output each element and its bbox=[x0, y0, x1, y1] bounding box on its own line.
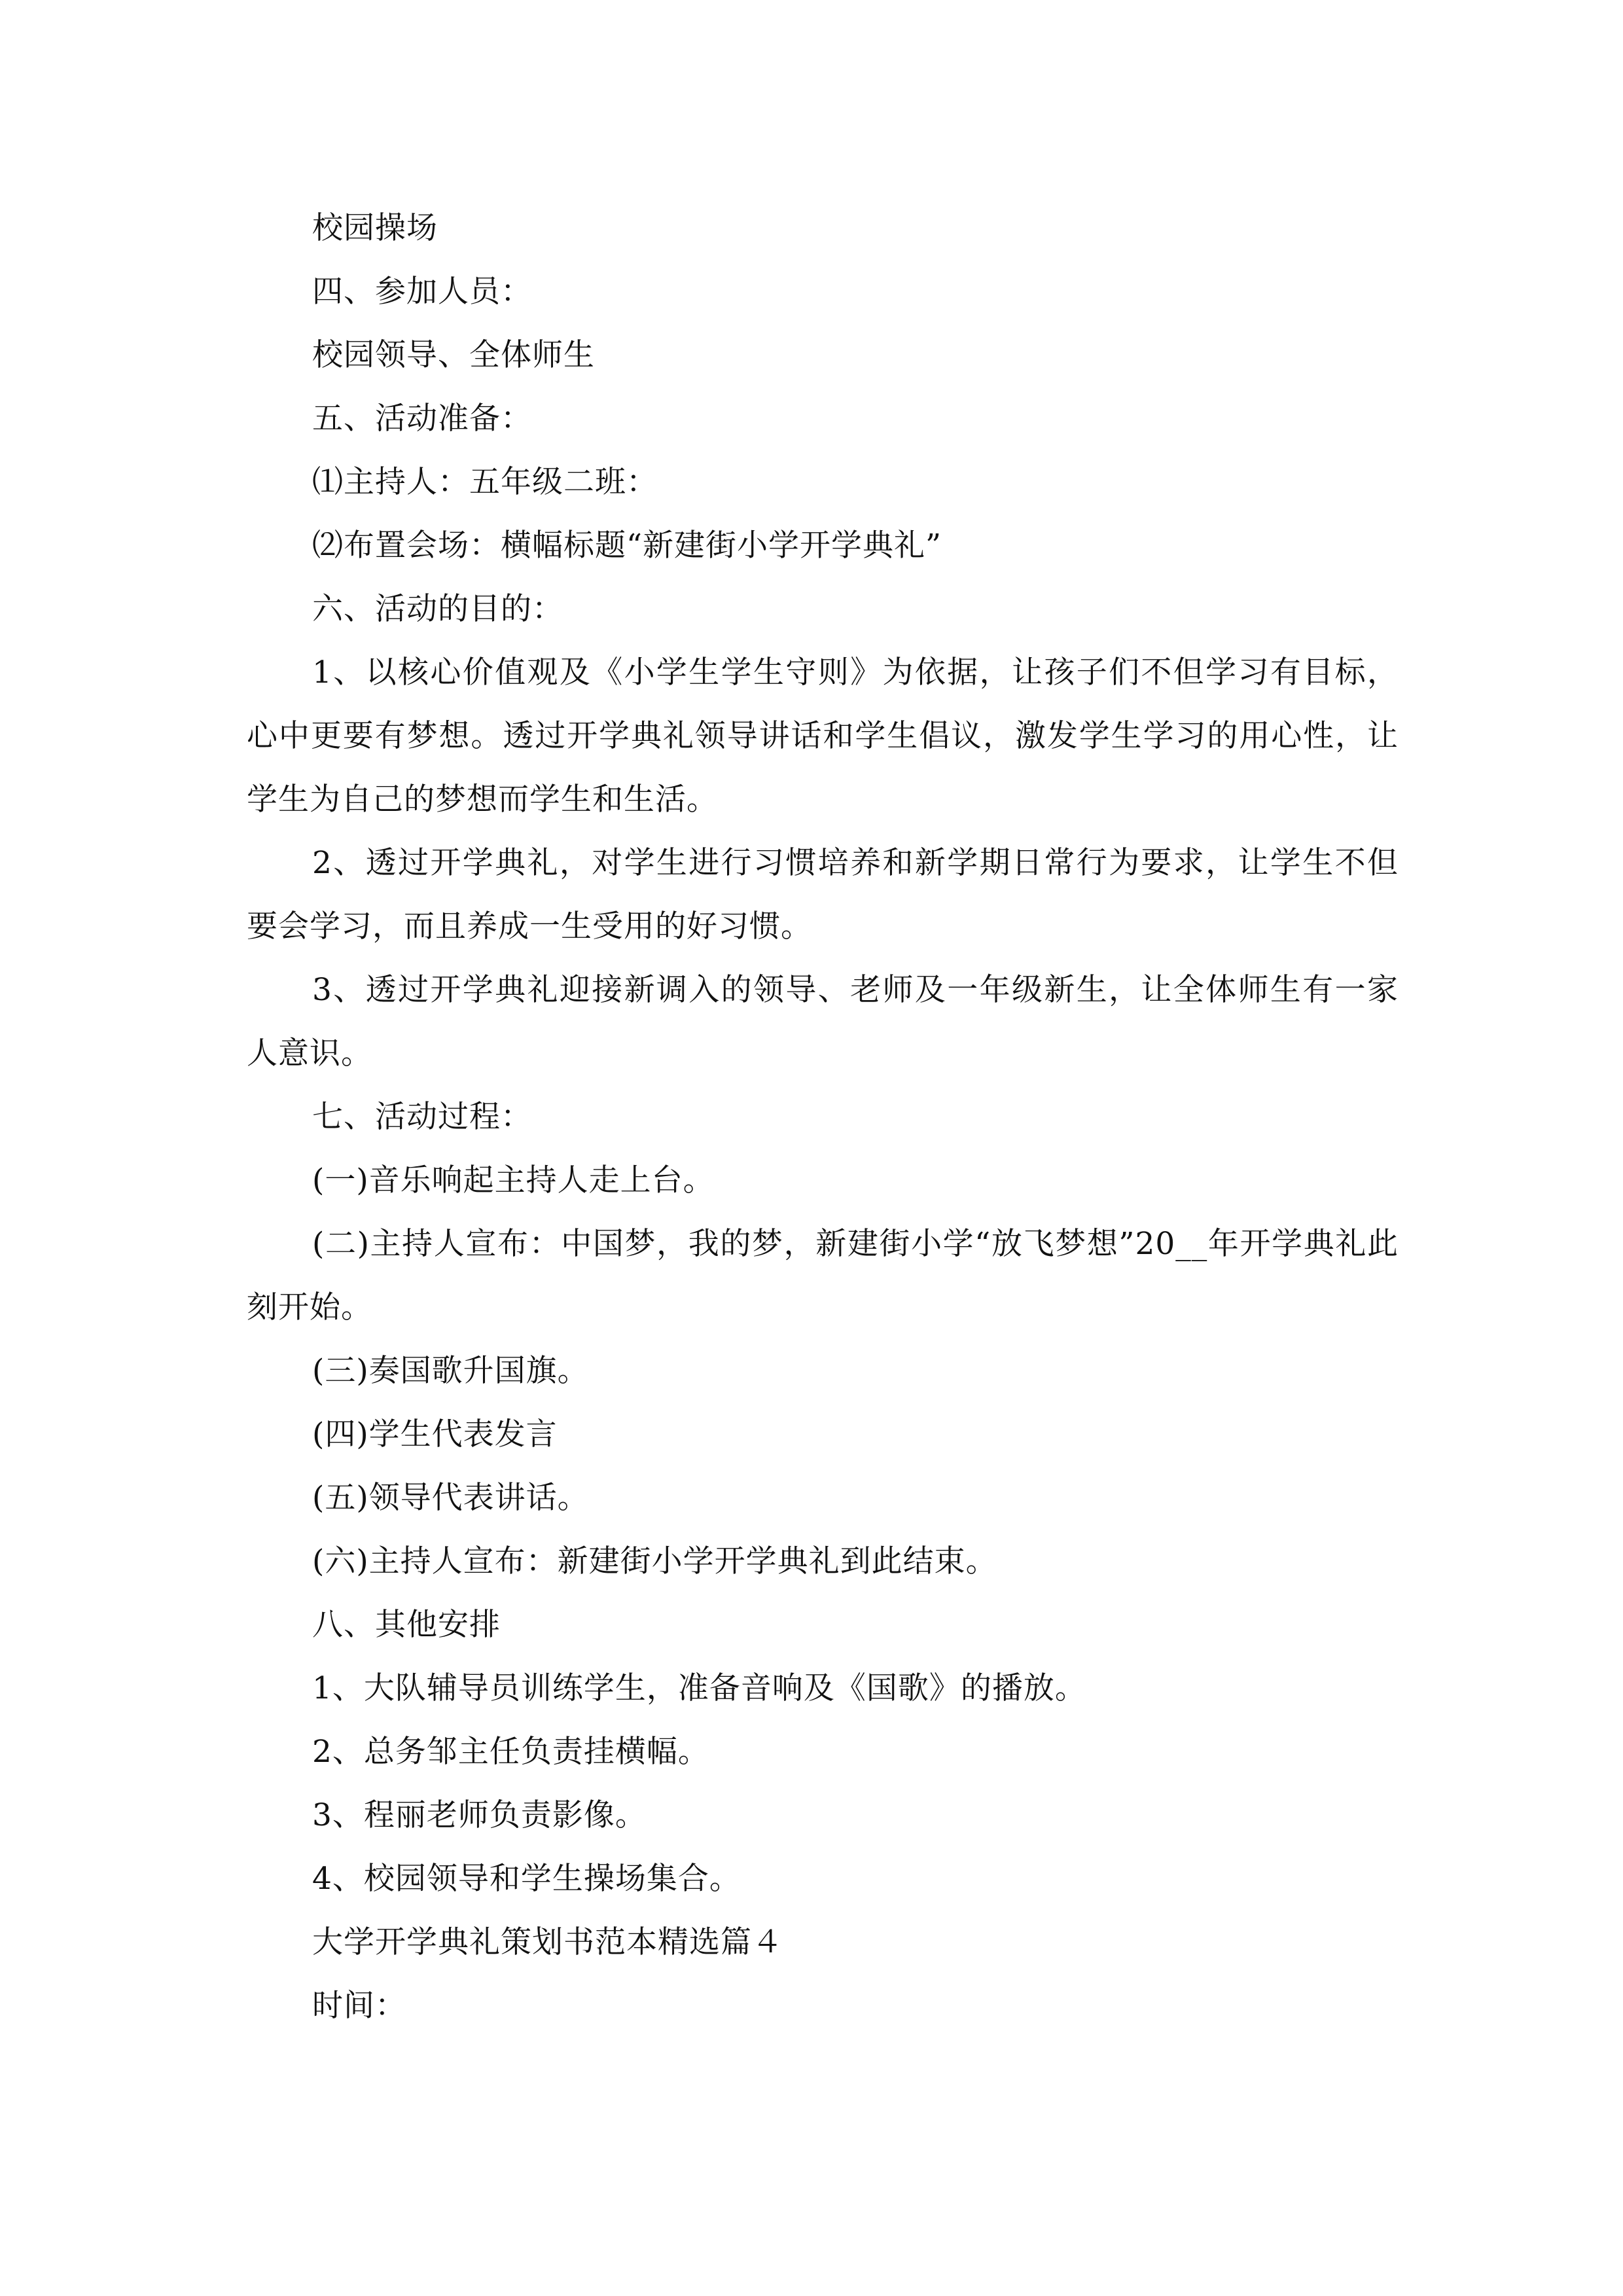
document-body bbox=[247, 196, 1399, 2037]
preparation-host: ⑴主持人：五年级二班： bbox=[312, 464, 658, 500]
purpose-paragraph-3: 3、透过开学典礼迎接新调入的领导、老师及一年级新生，让全体师生有一家人意识。 bbox=[247, 972, 1399, 1071]
process-step-6: (六)主持人宣布：新建街小学开学典礼到此结束。 bbox=[312, 1543, 997, 1579]
other-item-2: 2、总务邹主任负责挂横幅。 bbox=[312, 1734, 709, 1770]
process-step-3: (三)奏国歌升国旗。 bbox=[312, 1353, 589, 1389]
purpose-paragraph-2: 2、透过开学典礼，对学生进行习惯培养和新学期日常行为要求，让学生不但要会学习，而且养成一生受用的好习惯。 bbox=[247, 845, 1399, 944]
other-item-4: 4、校园领导和学生操场集合。 bbox=[312, 1861, 741, 1897]
section-heading-purpose: 六、活动的目的： bbox=[312, 591, 563, 627]
next-section-title: 大学开学典礼策划书范本精选篇４ bbox=[312, 1924, 783, 1960]
process-step-5: (五)领导代表讲话。 bbox=[312, 1480, 589, 1516]
section-heading-process: 七、活动过程： bbox=[312, 1099, 532, 1135]
preparation-venue: ⑵布置会场：横幅标题“新建街小学开学典礼” bbox=[312, 528, 942, 564]
section-heading-preparation: 五、活动准备： bbox=[312, 401, 532, 437]
process-step-2: (二)主持人宣布：中国梦，我的梦，新建街小学“放飞梦想”20__年开学典礼此刻开始。 bbox=[247, 1226, 1399, 1325]
process-step-4: (四)学生代表发言 bbox=[312, 1416, 558, 1452]
other-item-3: 3、程丽老师负责影像。 bbox=[312, 1797, 647, 1833]
venue-text: 校园操场 bbox=[312, 210, 438, 246]
section-heading-participants: 四、参加人员： bbox=[312, 274, 532, 310]
process-step-1: (一)音乐响起主持人走上台。 bbox=[312, 1162, 715, 1198]
purpose-paragraph-1: 1、以核心价值观及《小学生学生守则》为依据，让孩子们不但学习有目标，心中更要有梦想。透过开学典礼领导讲话和学生倡议，激发学生学习的用心性，让学生为自己的梦想而学生和生活。 bbox=[247, 655, 1399, 817]
participants-text: 校园领导、全体师生 bbox=[312, 337, 595, 373]
time-label: 时间： bbox=[312, 1988, 406, 2024]
other-item-1: 1、大队辅导员训练学生，准备音响及《国歌》的播放。 bbox=[312, 1670, 1086, 1706]
section-heading-other: 八、其他安排 bbox=[312, 1607, 501, 1643]
